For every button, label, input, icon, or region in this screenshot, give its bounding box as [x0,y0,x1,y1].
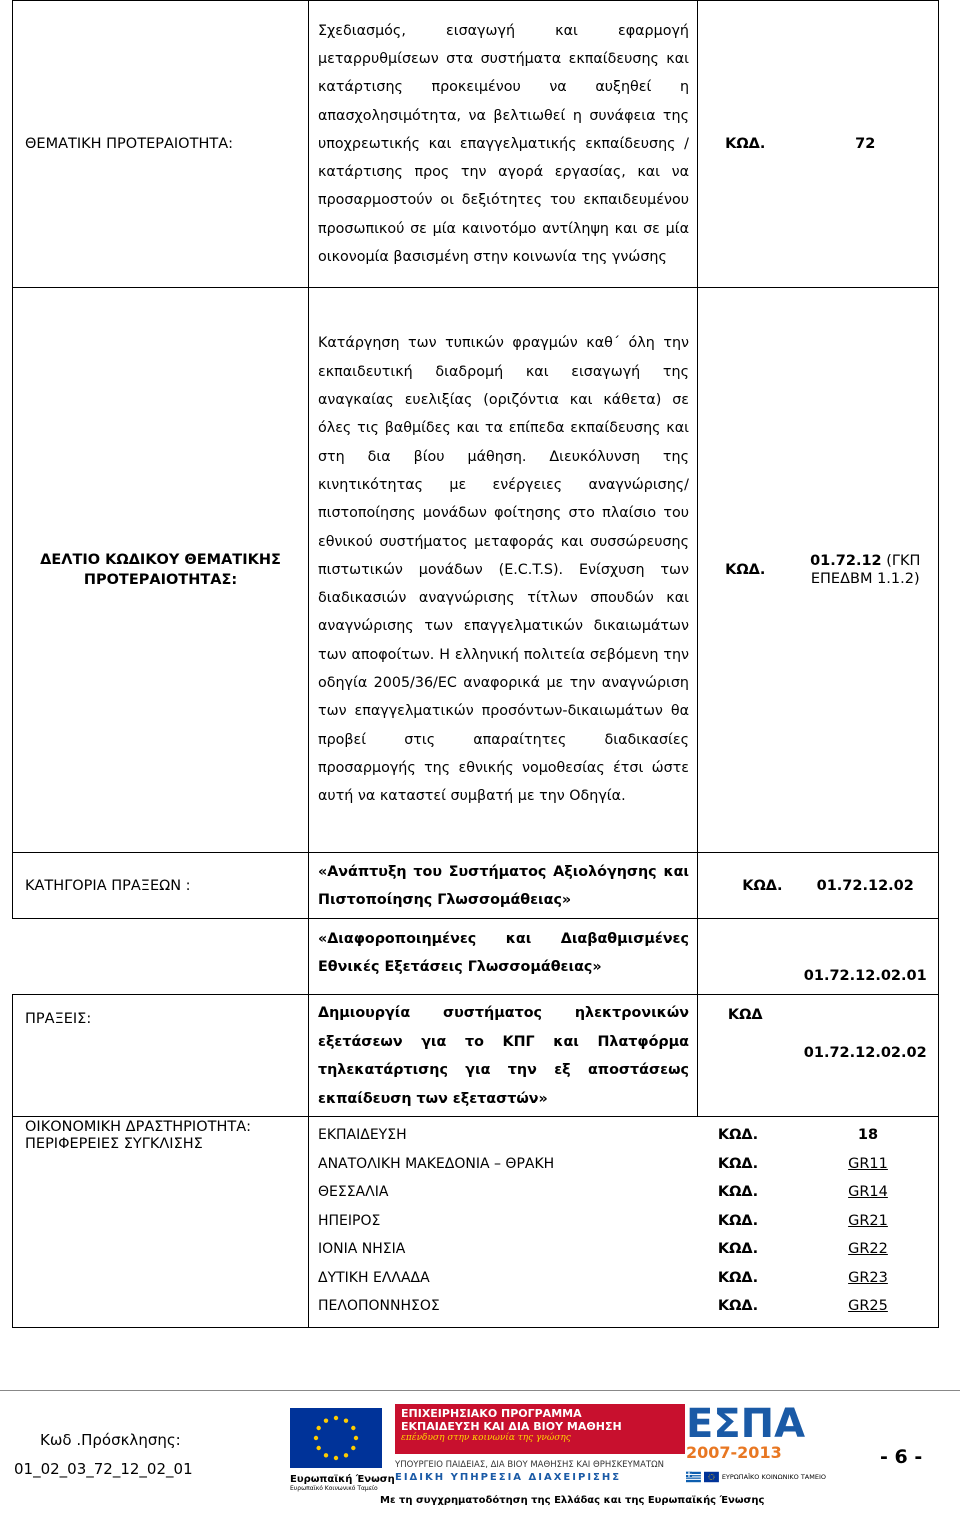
thematic-priority-text: Σχεδιασμός, εισαγωγή και εφαρμογή μεταρρυθμίσεων στα συστήματα εκπαίδευσης και κατάρτισης προκειμένου να αυξηθεί η απασχολησιμότητα, να βελτιωθεί η συνάφεια της υποχρεωτικής και επαγγελματικής εκπαίδευσης / κατάρτισης προς την αγορά εργασίας, και να προσαρμοστούν οι δεξιότητες του εκπαιδευμένου προσωπικού σε μία καινοτόμο αντίληψη και σε μία οικονομία βασισμένη στην κοινωνία της γνώσης [309,1,698,288]
actions-row [13,995,939,1117]
region-code-group [678,1184,938,1200]
actions-label: ΠΡΑΞΕΙΣ: [13,995,309,1117]
delta-value-code: 01.72.12 [810,553,882,569]
eu-star [324,1418,328,1422]
region-code: GR22 [848,1241,888,1258]
eu-star [314,1436,318,1440]
footer-divider [0,1390,960,1391]
eu-star [334,1416,338,1420]
region-code-group [678,1241,938,1257]
region-kod: ΚΩΔ. [717,1241,759,1258]
region-row [318,1264,938,1293]
ep-line3: επένδυση στην κοινωνία της γνώσης [401,1433,571,1443]
category-value: 01.72.12.02 [793,853,939,919]
region-code: GR11 [848,1155,888,1172]
region-row [318,1178,938,1207]
footer-code: 01_02_03_72_12_02_01 [14,1460,193,1478]
delta-kod: ΚΩΔ. [698,288,793,853]
category-sub-row [13,919,939,995]
delta-label: ΔΕΛΤΙΟ ΚΩΔΙΚΟΥ ΘΕΜΑΤΙΚΗΣ ΠΡΟΤΕΡΑΙΟΤΗΤΑΣ: [13,288,309,853]
region-row [318,1207,938,1236]
actions-kod: ΚΩΔ [698,995,793,1117]
actions-value: 01.72.12.02.02 [793,995,939,1117]
category-sub-empty-kod [698,919,793,995]
operational-programme-logo [395,1404,685,1496]
actions-text: Δημιουργία συστήματος ηλεκτρονικών εξετάσεων για το ΚΠΓ και Πλατφόρμα τηλεκατάρτισης για την εξ αποστάσεως εκπαίδευση των εξεταστών» [309,995,698,1117]
economic-label: ΟΙΚΟΝΟΜΙΚΗ ΔΡΑΣΤΗΡΙΟΤΗΤΑ: [25,1119,252,1135]
delta-row [13,288,939,853]
region-row [318,1150,938,1179]
region-name: ΙΟΝΙΑ ΝΗΣΙΑ [318,1241,406,1258]
region-name: ΑΝΑΤΟΛΙΚΗ ΜΑΚΕΔΟΝΙΑ – ΘΡΑΚΗ [318,1155,555,1172]
eu-star [344,1418,348,1422]
region-code-group [678,1213,938,1229]
region-code: GR25 [848,1298,888,1315]
delta-value-note: (ΓΚΠ ΕΠΕΔΒΜ 1.1.2) [810,553,921,587]
espa-title: ΕΣΠΑ [686,1401,806,1447]
region-list [318,1150,938,1321]
greek-flag-icon [686,1470,701,1484]
thematic-priority-row [13,1,939,288]
region-code: GR21 [848,1212,888,1229]
region-name: ΔΥΤΙΚΗ ΕΛΛΑΔΑ [318,1269,430,1286]
classification-table [12,0,939,1328]
eu-star [351,1426,355,1430]
thematic-kod: ΚΩΔ. [698,1,793,288]
category-sub-empty [13,919,309,995]
delta-text: Κατάργηση των τυπικών φραγμών καθ΄ όλη την εκπαιδευτική διαδρομή και εισαγωγή της αναγκαίας ευελιξίας (οριζόντια και κάθετα) σε όλες τις βαθμίδες και τα επίπεδα εκπαίδευσης και στη δια βίου μάθηση. Διευκόλυνση της κινητικότητας με ενέργειες αναγνώρισης/πιστοποίησης μονάδων φοίτησης στο πλαίσιο του εθνικού συστήματος μεταφοράς και συσσώρευσης πιστωτικών μονάδων (E.C.T.S). Ενίσχυση των διαδικασιών αναγνώρισης τίτλων σπουδών και αναγνώρισης των επαγγελματικών δικαιωμάτων των αποφοίτων. Η ελληνική πολιτεία σεβόμενη την οδηγία 2005/36/ΕC αναφορικά με την αναγνώριση των επαγγελματικών προσόντων-δικαιωμάτων θα προβεί στις απαραίτητες διαδικασίες προσαρμογής της εθνικής νομοθεσίας έτσι ώστε αυτή να καταστεί συμβατή με την Οδηγία. [309,288,698,853]
eu-star [344,1453,348,1457]
eu-star [324,1453,328,1457]
espa-logo [686,1401,826,1496]
region-code-group [678,1156,938,1172]
region-code-group [678,1270,938,1286]
region-kod: ΚΩΔ. [717,1184,759,1201]
ep-line4: ΥΠΟΥΡΓΕΙΟ ΠΑΙΔΕΙΑΣ, ΔΙΑ ΒΙΟΥ ΜΑΘΗΣΗΣ ΚΑΙ ΘΡΗΣΚΕΥΜΑΤΩΝ [395,1460,664,1470]
region-code: GR23 [848,1269,888,1286]
economic-code-group [678,1127,938,1143]
eu-logo [290,1408,395,1492]
economic-kod: ΚΩΔ. [717,1127,759,1144]
espa-years: 2007-2013 [686,1443,782,1462]
region-row [318,1235,938,1264]
region-name: ΘΕΣΣΑΛΙΑ [318,1184,389,1201]
region-code-group [678,1298,938,1314]
region-code: GR14 [848,1184,888,1201]
delta-value [793,288,939,853]
eu-star [354,1436,358,1440]
region-kod: ΚΩΔ. [717,1155,759,1172]
eu-small-flag-icon [704,1470,719,1484]
thematic-value: 72 [793,1,939,288]
economic-line [318,1121,938,1150]
thematic-priority-label: ΘΕΜΑΤΙΚΗ ΠΡΟΤΕΡΑΙΟΤΗΤΑ: [13,1,309,288]
region-name: ΗΠΕΙΡΟΣ [318,1212,381,1229]
region-name: ΠΕΛΟΠΟΝΝΗΣΟΣ [318,1298,440,1315]
espa-bottom [686,1470,826,1484]
economic-regions-labels [13,1117,309,1328]
category-label: ΚΑΤΗΓΟΡΙΑ ΠΡΑΞΕΩΝ : [13,853,309,919]
economic-regions-body [309,1117,939,1328]
footer-code-label: Κωδ .Πρόσκλησης: [40,1431,181,1449]
page-number: - 6 - [880,1446,923,1468]
region-kod: ΚΩΔ. [717,1298,759,1315]
eu-title: Ευρωπαϊκή Ένωση [290,1474,395,1485]
cofinancing-caption: Με τη συγχρηματοδότηση της Ελλάδας και της Ευρωπαϊκής Ένωσης [380,1495,765,1506]
eu-sub: Ευρωπαϊκό Κοινωνικό Ταμείο [290,1485,378,1492]
eu-star [316,1426,320,1430]
eu-flag-icon [290,1408,382,1468]
category-row [13,853,939,919]
ep-line2: ΕΚΠΑΙΔΕΥΣΗ ΚΑΙ ΔΙΑ ΒΙΟΥ ΜΑΘΗΣΗ [401,1420,622,1433]
ep-line1: ΕΠΙΧΕΙΡΗΣΙΑΚΟ ΠΡΟΓΡΑΜΜΑ [401,1407,582,1420]
region-row [318,1292,938,1321]
category-kod: ΚΩΔ. [698,853,793,919]
ep-line5: ΕΙΔΙΚΗ ΥΠΗΡΕΣΙΑ ΔΙΑΧΕΙΡΙΣΗΣ [395,1472,622,1483]
eu-star [334,1456,338,1460]
eu-star [316,1446,320,1450]
regions-label: ΠΕΡΙΦΕΡΕΙΕΣ ΣΥΓΚΛΙΣΗΣ [25,1136,203,1152]
economic-text: ΕΚΠΑΙΔΕΥΣΗ [318,1127,407,1144]
economic-value: 18 [857,1127,879,1144]
category-text: «Ανάπτυξη του Συστήματος Αξιολόγησης και Πιστοποίησης Γλωσσομάθειας» [309,853,698,919]
economic-regions-row [13,1117,939,1328]
espa-sub: ΕΥΡΩΠΑΪΚΟ ΚΟΙΝΩΝΙΚΟ ΤΑΜΕΙΟ [721,1473,826,1481]
category-sub-text: «Διαφοροποιημένες και Διαβαθμισμένες Εθνικές Εξετάσεις Γλωσσομάθειας» [309,919,698,995]
region-kod: ΚΩΔ. [717,1269,759,1286]
category-sub-value: 01.72.12.02.01 [793,919,939,995]
eu-star [351,1446,355,1450]
region-kod: ΚΩΔ. [717,1212,759,1229]
